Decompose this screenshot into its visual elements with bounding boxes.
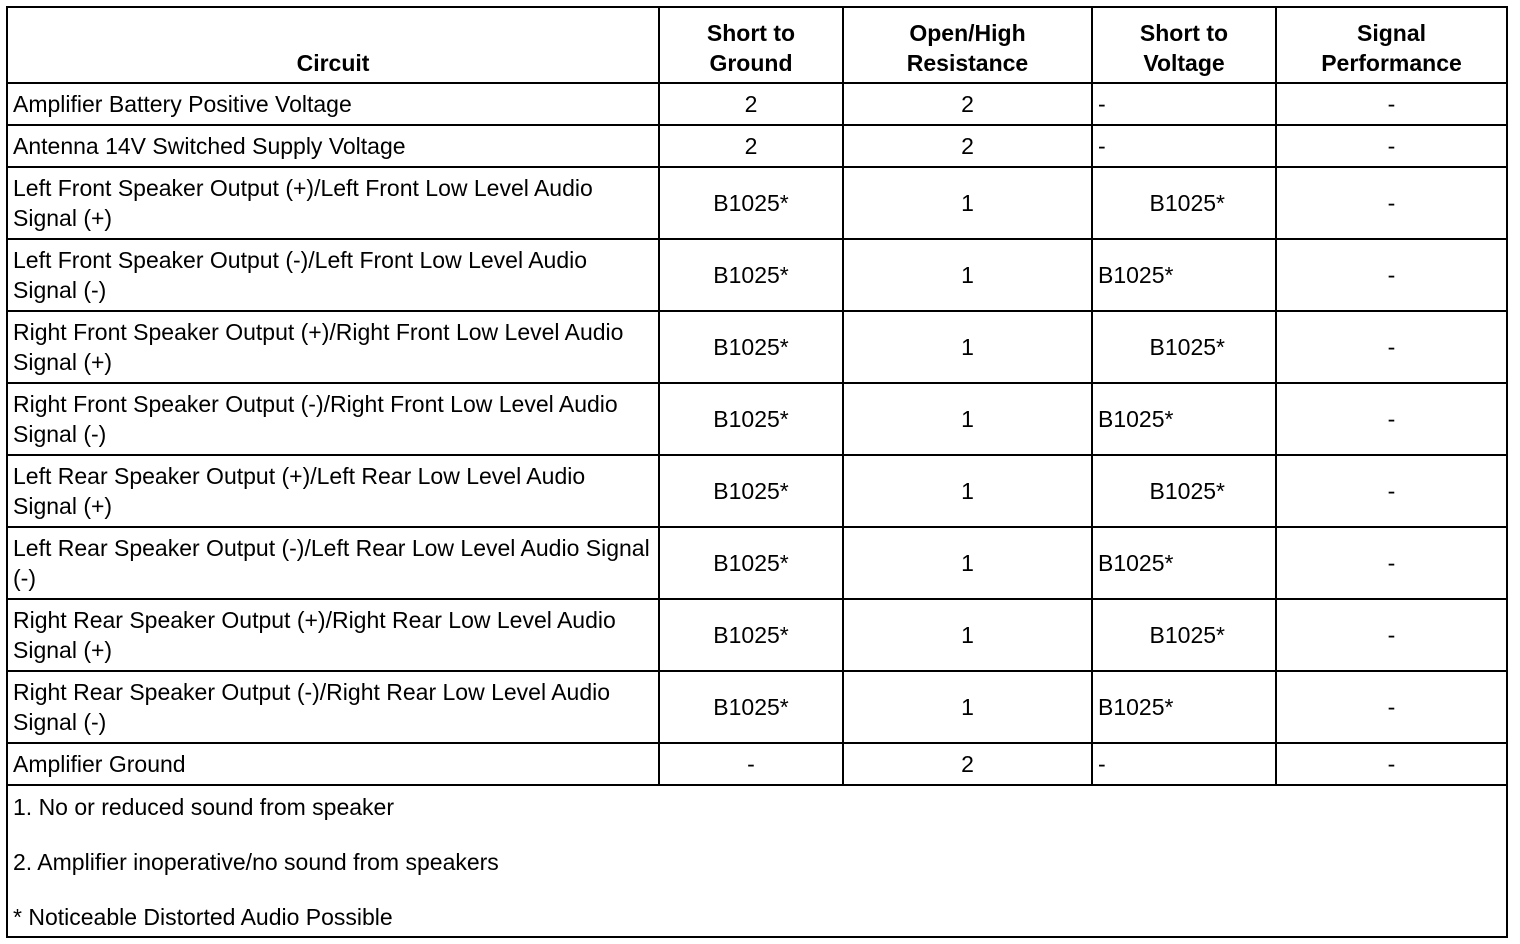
open-high-resistance-cell: 2 xyxy=(843,83,1092,125)
table-body xyxy=(7,83,1507,785)
signal-performance-cell: - xyxy=(1276,311,1507,383)
signal-performance-cell: - xyxy=(1276,239,1507,311)
diagnostic-table-document xyxy=(6,6,1506,938)
short-to-ground-cell: B1025* xyxy=(659,527,843,599)
short-to-ground-cell: B1025* xyxy=(659,239,843,311)
header-row xyxy=(7,7,1507,83)
table-row xyxy=(7,599,1507,671)
short-to-voltage-cell: - xyxy=(1092,743,1276,785)
open-high-resistance-cell: 1 xyxy=(843,599,1092,671)
short-to-ground-cell: B1025* xyxy=(659,383,843,455)
table-row xyxy=(7,311,1507,383)
open-high-resistance-cell: 1 xyxy=(843,455,1092,527)
open-high-resistance-cell: 1 xyxy=(843,671,1092,743)
short-to-voltage-cell: B1025* xyxy=(1092,239,1276,311)
signal-performance-cell: - xyxy=(1276,743,1507,785)
circuit-cell: Left Rear Speaker Output (+)/Left Rear Low Level Audio Signal (+) xyxy=(7,455,659,527)
header-open-high-line-1: Open/High xyxy=(909,20,1026,46)
signal-performance-cell: - xyxy=(1276,125,1507,167)
signal-performance-cell: - xyxy=(1276,671,1507,743)
header-signal-performance-line-2: Performance xyxy=(1321,50,1462,76)
open-high-resistance-cell: 1 xyxy=(843,527,1092,599)
short-to-ground-cell: - xyxy=(659,743,843,785)
circuit-cell: Amplifier Ground xyxy=(7,743,659,785)
header-short-to-voltage-line-2: Voltage xyxy=(1143,50,1225,76)
table-row xyxy=(7,239,1507,311)
short-to-voltage-cell: B1025* xyxy=(1092,455,1276,527)
short-to-ground-cell: B1025* xyxy=(659,455,843,527)
header-signal-performance-line-1: Signal xyxy=(1356,20,1426,46)
short-to-voltage-cell: - xyxy=(1092,125,1276,167)
signal-performance-cell: - xyxy=(1276,83,1507,125)
table-row xyxy=(7,83,1507,125)
open-high-resistance-cell: 1 xyxy=(843,383,1092,455)
circuit-cell: Right Front Speaker Output (+)/Right Front Low Level Audio Signal (+) xyxy=(7,311,659,383)
short-to-voltage-cell: B1025* xyxy=(1092,383,1276,455)
table-row xyxy=(7,455,1507,527)
signal-performance-cell: - xyxy=(1276,527,1507,599)
notes-row xyxy=(7,785,1507,937)
table-row xyxy=(7,383,1507,455)
short-to-ground-cell: 2 xyxy=(659,83,843,125)
short-to-voltage-cell: - xyxy=(1092,83,1276,125)
notes-cell xyxy=(7,785,1507,937)
header-signal-performance xyxy=(1276,7,1507,83)
note-1: 1. No or reduced sound from speaker xyxy=(13,794,394,820)
short-to-ground-cell: B1025* xyxy=(659,599,843,671)
header-open-high-resistance xyxy=(843,7,1092,83)
short-to-ground-cell: B1025* xyxy=(659,671,843,743)
signal-performance-cell: - xyxy=(1276,599,1507,671)
short-to-ground-cell: B1025* xyxy=(659,311,843,383)
header-short-to-voltage-line-1: Short to xyxy=(1139,20,1229,46)
open-high-resistance-cell: 2 xyxy=(843,743,1092,785)
circuit-cell: Left Rear Speaker Output (-)/Left Rear Low Level Audio Signal (-) xyxy=(7,527,659,599)
circuit-cell: Right Rear Speaker Output (-)/Right Rear Low Level Audio Signal (-) xyxy=(7,671,659,743)
short-to-voltage-cell: B1025* xyxy=(1092,671,1276,743)
table-row xyxy=(7,671,1507,743)
circuit-cell: Right Front Speaker Output (-)/Right Front Low Level Audio Signal (-) xyxy=(7,383,659,455)
circuit-cell: Left Front Speaker Output (-)/Left Front Low Level Audio Signal (-) xyxy=(7,239,659,311)
header-open-high-line-2: Resistance xyxy=(906,50,1029,76)
signal-performance-cell: - xyxy=(1276,455,1507,527)
signal-performance-cell: - xyxy=(1276,383,1507,455)
header-short-to-voltage xyxy=(1092,7,1276,83)
table-row xyxy=(7,527,1507,599)
note-2: 2. Amplifier inoperative/no sound from speakers xyxy=(13,849,499,875)
short-to-voltage-cell: B1025* xyxy=(1092,599,1276,671)
header-short-to-ground-line-2: Ground xyxy=(709,50,793,76)
header-circuit xyxy=(7,7,659,83)
note-asterisk: * Noticeable Distorted Audio Possible xyxy=(13,904,393,930)
circuit-fault-table xyxy=(6,6,1508,938)
short-to-ground-cell: 2 xyxy=(659,125,843,167)
circuit-cell: Antenna 14V Switched Supply Voltage xyxy=(7,125,659,167)
short-to-voltage-cell: B1025* xyxy=(1092,311,1276,383)
circuit-cell: Amplifier Battery Positive Voltage xyxy=(7,83,659,125)
table-row xyxy=(7,167,1507,239)
open-high-resistance-cell: 1 xyxy=(843,167,1092,239)
table-row xyxy=(7,125,1507,167)
circuit-cell: Right Rear Speaker Output (+)/Right Rear Low Level Audio Signal (+) xyxy=(7,599,659,671)
header-short-to-ground-line-1: Short to xyxy=(706,20,796,46)
open-high-resistance-cell: 1 xyxy=(843,239,1092,311)
circuit-cell: Left Front Speaker Output (+)/Left Front Low Level Audio Signal (+) xyxy=(7,167,659,239)
table-row xyxy=(7,743,1507,785)
open-high-resistance-cell: 2 xyxy=(843,125,1092,167)
header-short-to-ground xyxy=(659,7,843,83)
header-circuit-line-1: Circuit xyxy=(296,50,370,76)
short-to-voltage-cell: B1025* xyxy=(1092,527,1276,599)
short-to-voltage-cell: B1025* xyxy=(1092,167,1276,239)
short-to-ground-cell: B1025* xyxy=(659,167,843,239)
signal-performance-cell: - xyxy=(1276,167,1507,239)
open-high-resistance-cell: 1 xyxy=(843,311,1092,383)
